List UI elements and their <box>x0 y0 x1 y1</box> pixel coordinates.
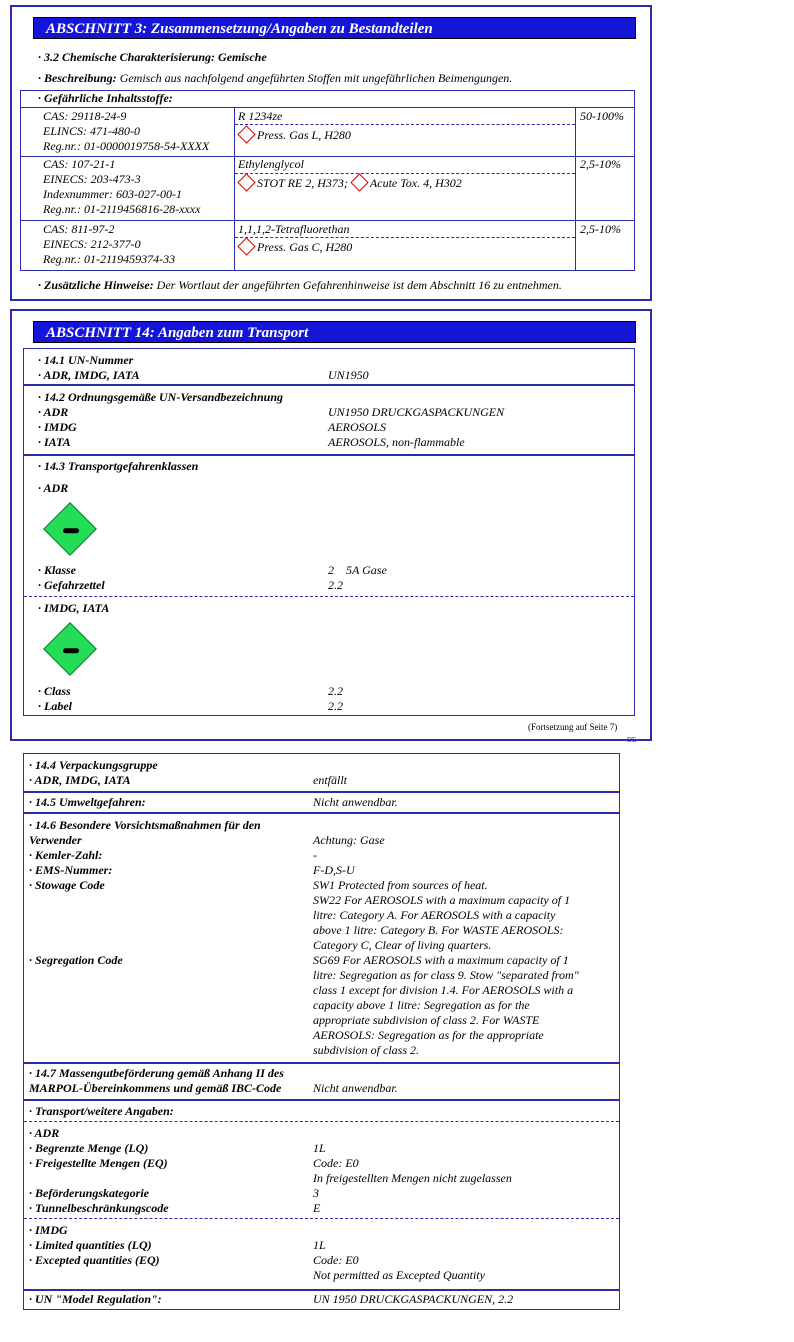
section3-description <box>38 71 512 86</box>
imdg-eq-value: Not permitted as Excepted Quantity <box>313 1268 485 1282</box>
segregation-line: AEROSOLS: Segregation as for the appropriate <box>313 1028 544 1042</box>
ingredient-name: 1,1,1,2-Tetrafluorethan <box>238 222 350 236</box>
divider <box>575 107 576 270</box>
klasse-label: · Klasse <box>38 563 77 577</box>
gas-cylinder-hazard-icon <box>237 125 255 143</box>
ingredient-percentage: 2,5-10% <box>580 157 621 171</box>
divider <box>24 1218 619 1219</box>
precautions-header: · 14.6 Besondere Vorsichtsmaßnahmen für den <box>29 818 261 832</box>
segregation-line: appropriate subdivision of class 2. For WASTE <box>313 1013 540 1027</box>
eq-label: · Freigestellte Mengen (EQ) <box>29 1156 168 1170</box>
note-label: · Zusätzliche Hinweise: <box>38 278 154 292</box>
category-value: 3 <box>313 1186 319 1200</box>
gas-cylinder-hazard-icon <box>237 237 255 255</box>
section3-title: ABSCHNITT 3: Zusammensetzung/Angaben zu Bestandteilen <box>33 17 636 39</box>
iata-value: AEROSOLS, non-flammable <box>328 435 465 449</box>
precautions-header: Verwender <box>29 833 82 847</box>
divider <box>24 596 634 597</box>
ems-value: F-D,S-U <box>313 863 355 877</box>
imdg-subheader: · IMDG <box>29 1223 68 1237</box>
ingredients-table-header: · Gefährliche Inhaltsstoffe: <box>38 91 173 105</box>
divider <box>234 107 235 270</box>
ingredient-id: Reg.nr.: 01-2119459374-33 <box>43 252 176 266</box>
imdg-lq-value: 1L <box>313 1238 326 1252</box>
tunnel-label: · Tunnelbeschränkungscode <box>29 1201 169 1215</box>
ingredient-hazard <box>238 238 352 255</box>
un-number-label: · ADR, IMDG, IATA <box>38 368 140 382</box>
ingredient-id: CAS: 811-97-2 <box>43 222 115 236</box>
ingredient-id: Indexnummer: 603-027-00-1 <box>43 187 182 201</box>
environment-label: · 14.5 Umweltgefahren: <box>29 795 146 809</box>
hazard-text: Press. Gas C, H280 <box>257 240 353 254</box>
label-value: 2.2 <box>328 699 343 713</box>
eq-value: In freigestellten Mengen nicht zugelassen <box>313 1171 512 1185</box>
stowage-line: above 1 litre: Category B. For WASTE AEROSOLS: <box>313 923 564 937</box>
un-number-header: · 14.1 UN-Nummer <box>38 353 134 367</box>
model-regulation-label: · UN "Model Regulation": <box>29 1292 162 1306</box>
segregation-line: litre: Segregation as for class 9. Stow "separated from" <box>313 968 579 982</box>
segregation-label: · Segregation Code <box>29 953 123 967</box>
kemler-value: - <box>313 848 317 862</box>
section3-subtitle: · 3.2 Chemische Charakterisierung: Gemische <box>38 50 267 64</box>
ingredient-id: CAS: 29118-24-9 <box>43 109 127 123</box>
ingredient-id: Reg.nr.: 01-2119456816-28-xxxx <box>43 202 201 216</box>
description-label: · Beschreibung: <box>38 71 117 85</box>
gefahrzettel-value: 2.2 <box>328 578 343 592</box>
hazard-text: STOT RE 2, H373; <box>257 176 348 190</box>
stowage-label: · Stowage Code <box>29 878 105 892</box>
ingredient-hazard <box>238 174 462 191</box>
divider <box>24 1121 619 1122</box>
eq-value: Code: E0 <box>313 1156 359 1170</box>
exclamation-hazard-icon <box>350 173 368 191</box>
gefahrzettel-label: · Gefahrzettel <box>38 578 105 592</box>
hazard-text: Acute Tox. 4, H302 <box>369 176 462 190</box>
ingredient-name: R 1234ze <box>238 109 283 123</box>
adr-label: · ADR <box>38 405 69 419</box>
stowage-line: litre: Category A. For AEROSOLS with a capacity <box>313 908 556 922</box>
imdg-label: · IMDG <box>38 420 77 434</box>
stowage-line: SW22 For AEROSOLS with a maximum capacity of 1 <box>313 893 571 907</box>
ingredient-name: Ethylenglycol <box>238 157 304 171</box>
divider <box>21 107 634 108</box>
packing-group-value: entfällt <box>313 773 347 787</box>
packing-group-label: · ADR, IMDG, IATA <box>29 773 131 787</box>
shipping-name-header: · 14.2 Ordnungsgemäße UN-Versandbezeichnung <box>38 390 284 404</box>
marpol-value: Nicht anwendbar. <box>313 1081 398 1095</box>
adr-subheader: · ADR <box>38 481 69 495</box>
ingredient-id: EINECS: 212-377-0 <box>43 237 141 251</box>
ingredient-percentage: 50-100% <box>580 109 624 123</box>
imdg-eq-value: Code: E0 <box>313 1253 359 1267</box>
note-text: Der Wortlaut der angeführten Gefahrenhinweise ist dem Abschnitt 16 zu entnehmen. <box>153 278 562 292</box>
marpol-header: MARPOL-Übereinkommens und gemäß IBC-Code <box>29 1081 282 1095</box>
category-label: · Beförderungskategorie <box>29 1186 149 1200</box>
ems-label: · EMS-Nummer: <box>29 863 113 877</box>
continuation-note: (Fortsetzung auf Seite 7) <box>528 722 618 732</box>
adr-value: UN1950 DRUCKGASPACKUNGEN <box>328 405 505 419</box>
iata-label: · IATA <box>38 435 71 449</box>
segregation-line: class 1 except for division 1.4. For AEROSOLS with a <box>313 983 574 997</box>
kemler-label: · Kemler-Zahl: <box>29 848 103 862</box>
ingredient-id: CAS: 107-21-1 <box>43 157 116 171</box>
tunnel-value: E <box>313 1201 321 1215</box>
imdg-eq-label: · Excepted quantities (EQ) <box>29 1253 160 1267</box>
hazard-class-header: · 14.3 Transportgefahrenklassen <box>38 459 199 473</box>
imdg-iata-subheader: · IMDG, IATA <box>38 601 110 615</box>
imdg-value: AEROSOLS <box>328 420 386 434</box>
divider <box>21 220 634 221</box>
model-regulation-value: UN 1950 DRUCKGASPACKUNGEN, 2.2 <box>313 1292 514 1306</box>
segregation-line: subdivision of class 2. <box>313 1043 420 1057</box>
section3-note <box>38 278 562 293</box>
class-value: 2.2 <box>328 684 343 698</box>
section14-title: ABSCHNITT 14: Angaben zum Transport <box>33 321 636 343</box>
imdg-lq-label: · Limited quantities (LQ) <box>29 1238 152 1252</box>
ingredient-id: Reg.nr.: 01-0000019758-54-XXXX <box>43 139 210 153</box>
stowage-line: Category C, Clear of living quarters. <box>313 938 492 952</box>
adr-subheader: · ADR <box>29 1126 60 1140</box>
segregation-line: capacity above 1 litre: Segregation as for the <box>313 998 530 1012</box>
language-code: DE <box>627 736 637 744</box>
packing-group-header: · 14.4 Verpackungsgruppe <box>29 758 158 772</box>
ingredient-id: EINECS: 203-473-3 <box>43 172 141 186</box>
un-number-value: UN1950 <box>328 368 369 382</box>
divider <box>235 124 575 125</box>
description-text: Gemisch aus nachfolgend angeführten Stoffen mit ungefährlichen Beimengungen. <box>116 71 513 85</box>
ingredient-hazard <box>238 126 351 143</box>
lq-label: · Begrenzte Menge (LQ) <box>29 1141 149 1155</box>
precautions-value: Achtung: Gase <box>313 833 385 847</box>
lq-value: 1L <box>313 1141 326 1155</box>
klasse-value: 2 5A Gase <box>328 563 387 577</box>
segregation-line: SG69 For AEROSOLS with a maximum capacity of 1 <box>313 953 569 967</box>
hazard-text: Press. Gas L, H280 <box>257 128 351 142</box>
label-label: · Label <box>38 699 72 713</box>
stowage-line: SW1 Protected from sources of heat. <box>313 878 488 892</box>
health-hazard-icon <box>237 173 255 191</box>
environment-value: Nicht anwendbar. <box>313 795 398 809</box>
further-info-header: · Transport/weitere Angaben: <box>29 1104 174 1118</box>
ingredient-percentage: 2,5-10% <box>580 222 621 236</box>
ingredient-id: ELINCS: 471-480-0 <box>43 124 140 138</box>
class-label: · Class <box>38 684 71 698</box>
marpol-header: · 14.7 Massengutbeförderung gemäß Anhang II des <box>29 1066 284 1080</box>
